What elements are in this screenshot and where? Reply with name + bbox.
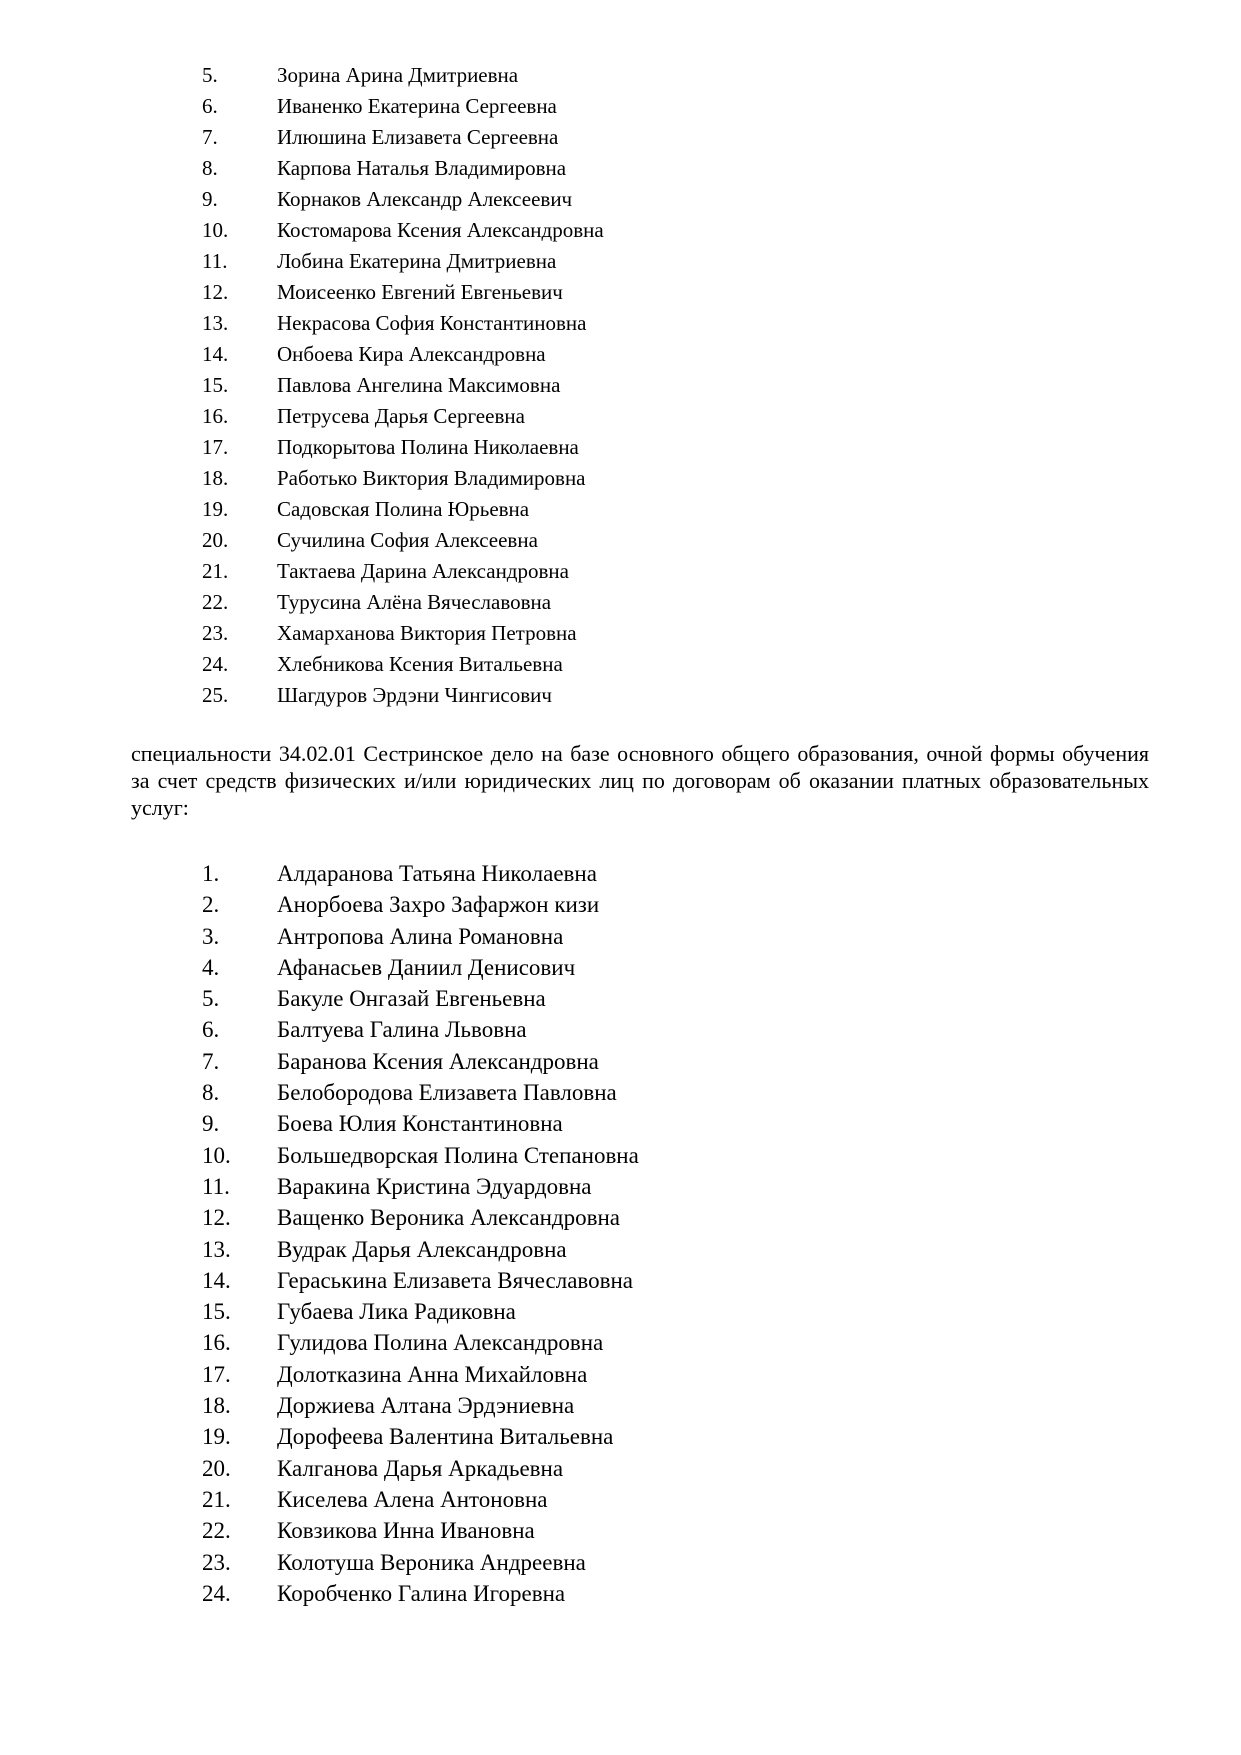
list-item-number: 8. [202,1080,220,1106]
list-item-number: 7. [202,1048,220,1074]
list-item-number: 21. [202,559,229,583]
list-item-number: 11. [202,249,228,273]
list-item-number: 22. [202,590,229,614]
list-item-name: Балтуева Галина Львовна [277,1017,527,1043]
list-item-name: Хамарханова Виктория Петровна [277,621,577,645]
list-item-name: Доржиева Алтана Эрдэниевна [277,1393,575,1419]
list-item-number: 12. [202,1205,231,1231]
list-item-name: Ващенко Вероника Александровна [277,1205,620,1231]
list-item-number: 10. [202,1142,231,1168]
list-item-number: 13. [202,1236,231,1262]
list-item-number: 6. [202,1017,220,1043]
list-item-name: Губаева Лика Радиковна [277,1299,516,1325]
list-item-number: 21. [202,1486,231,1512]
list-item-name: Коробченко Галина Игоревна [277,1580,566,1606]
list-item-name: Лобина Екатерина Дмитриевна [277,249,557,273]
list-item-name: Варакина Кристина Эдуардовна [277,1173,592,1199]
list-item-number: 10. [202,218,229,242]
list-item-name: Белобородова Елизавета Павловна [277,1080,617,1106]
list-item-name: Гераськина Елизавета Вячеславовна [277,1267,634,1293]
list-item-number: 18. [202,466,229,490]
list-item-name: Шагдуров Эрдэни Чингисович [277,683,552,707]
specialty-heading: специальности 34.02.01 Сестринское дело на базе основного общего образования, очной формы обучения за счет средств физических и/или юридических лиц по договорам об оказании платных образовательных услуг: [131,741,1149,820]
list-item-name: Сучилина София Алексеевна [277,528,538,552]
list-item-name: Антропова Алина Романовна [277,923,564,949]
list-item-name: Гулидова Полина Александровна [277,1330,604,1356]
list-item-name: Бакуле Онгазай Евгеньевна [277,986,546,1012]
list-item-number: 25. [202,683,229,707]
list-item-name: Садовская Полина Юрьевна [277,497,530,521]
list-item-number: 6. [202,94,218,118]
list-item-number: 18. [202,1393,231,1419]
list-item-number: 24. [202,1580,231,1606]
list-item-name: Павлова Ангелина Максимовна [277,373,561,397]
list-item-number: 19. [202,1424,231,1450]
list-item-number: 20. [202,1455,231,1481]
list-item-name: Алдаранова Татьяна Николаевна [277,861,597,886]
list-item-name: Хлебникова Ксения Витальевна [277,652,563,676]
list-item-number: 15. [202,1299,231,1325]
list-item-number: 2. [202,892,220,918]
list-item-name: Работько Виктория Владимировна [277,466,586,490]
list-item-number: 3. [202,923,220,949]
list-item-name: Корнаков Александр Алексеевич [277,187,573,211]
list-item-name: Карпова Наталья Владимировна [277,156,567,180]
list-item-name: Вудрак Дарья Александровна [277,1236,567,1262]
list-item-name: Онбоева Кира Александровна [277,342,546,366]
list-item-number: 9. [202,1111,220,1137]
list-item-number: 4. [202,954,220,980]
list-item-number: 5. [202,63,218,87]
list-item-number: 5. [202,986,220,1012]
list-item-name: Боева Юлия Константиновна [277,1111,563,1137]
list-item-name: Киселева Алена Антоновна [277,1486,548,1512]
list-item-name: Моисеенко Евгений Евгеньевич [277,280,563,304]
list-item-number: 20. [202,528,229,552]
list-item-name: Баранова Ксения Александровна [277,1048,599,1074]
list-item-name: Некрасова София Константиновна [277,311,587,335]
list-item-name: Ковзикова Инна Ивановна [277,1518,535,1544]
list-item-name: Подкорытова Полина Николаевна [277,435,579,459]
list-item-name: Колотуша Вероника Андреевна [277,1549,586,1575]
list-item-name: Зорина Арина Дмитриевна [277,63,519,87]
list-item-name: Петрусева Дарья Сергеевна [277,404,525,428]
list-item-name: Анорбоева Захро Зафаржон кизи [277,892,600,918]
list-item-number: 16. [202,404,229,428]
list-item-number: 9. [202,187,218,211]
list-item-number: 15. [202,373,229,397]
list-item-number: 24. [202,652,229,676]
list-item-number: 13. [202,311,229,335]
list-item-number: 1. [202,861,220,886]
list-item-name: Афанасьев Даниил Денисович [277,954,576,980]
list-item-number: 23. [202,621,229,645]
list-item-name: Большедворская Полина Степановна [277,1142,639,1168]
list-item-number: 19. [202,497,229,521]
list-item-name: Калганова Дарья Аркадьевна [277,1455,564,1481]
list-item-number: 17. [202,435,229,459]
list-item-number: 11. [202,1173,230,1199]
list-item-number: 8. [202,156,218,180]
list-item-name: Тактаева Дарина Александровна [277,559,569,583]
list-item-name: Костомарова Ксения Александровна [277,218,604,242]
list-item-name: Турусина Алёна Вячеславовна [277,590,552,614]
list-item-number: 16. [202,1330,231,1356]
list-item-name: Долотказина Анна Михайловна [277,1361,588,1387]
list-item-number: 17. [202,1361,231,1387]
list-item-number: 7. [202,125,218,149]
list-item-number: 23. [202,1549,231,1575]
list-item-name: Дорофеева Валентина Витальевна [277,1424,614,1450]
list-item-number: 22. [202,1518,231,1544]
list-item-number: 14. [202,1267,231,1293]
list-item-name: Илюшина Елизавета Сергеевна [277,125,559,149]
list-item-number: 14. [202,342,229,366]
list-item-name: Иваненко Екатерина Сергеевна [277,94,557,118]
list-item-number: 12. [202,280,229,304]
